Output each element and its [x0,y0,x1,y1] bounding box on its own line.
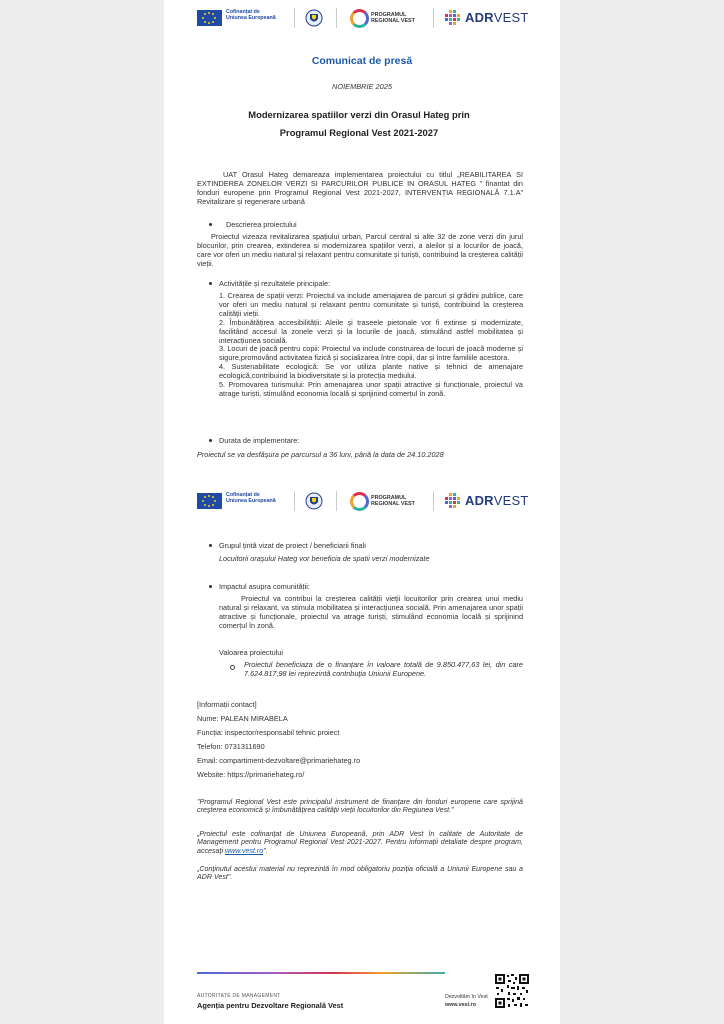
footer-authority-label: AUTORITATE DE MANAGEMENT [197,993,281,999]
regional-program-text: PROGRAMUL REGIONAL VEST [371,12,415,24]
contact-heading: [Informații contact] [197,700,257,709]
romania-government-crest-icon [305,491,323,511]
headline-line-2: Programul Regional Vest 2021-2027 [279,127,439,138]
regional-program-logo-icon [350,492,369,511]
list-item: 1. Crearea de spații verzi: Proiectul va include amenajarea de parcuri și grădini publice, care vor oferi un mediu natural și relaxant pentru comunitate și turiști, contribuind la creșterea calității vieții. [219,291,523,318]
value-label: Valoarea proiectului [219,648,283,657]
logo-bar-top [164,7,560,29]
activities-list [219,292,523,399]
regional-program-logo-icon [350,9,369,28]
eu-cofinance-text: Cofinanțat de Uniunea Europeană [226,9,276,22]
impact-paragraph: Proiectul va contribui la creșterea calității vieții locuitorilor prin crearea unui mediu natural și relaxant, va stimula mobilitatea și interacțiunea socială. Prin amenajarea unor spații atractive și funcționale, proiectul va atrage turiști, stimulând economia locală și sprijinind comerțul în zonă. [219,594,523,630]
qr-code-icon [494,973,530,1009]
footer-slogan: Dezvoltăm în Vest [445,994,488,1000]
list-item: 3. Locuri de joacă pentru copii: Proiectul va include construirea de locuri de joacă moderne și sigure,promovând activitatea fizică și socializarea între copii, dar și între familiile acestora. [219,344,523,363]
romania-government-crest-icon [305,8,323,28]
footer-website[interactable]: www.vest.ro [445,1002,477,1008]
eu-flag-icon [197,493,222,509]
list-item: 4. Sustenabilitate ecologică: Se vor utiliza plante native și tehnici de amenajare ecologică,contribuind la biodiversitate și la protecția mediului. [219,362,523,381]
eu-cofinance-text: Cofinanțat de Uniunea Europeană [226,492,276,505]
document-date: NOIEMBRIE 2025 [332,82,392,91]
disclaimer-content: „Conținutul acestui material nu reprezintă în mod obligatoriu poziția oficială a Uniunii Europene sau a ADR Vest”. [197,865,523,882]
contact-role: Funcția: inspector/responsabil tehnic proiect [197,728,340,737]
list-item: 2. Îmbunătățirea accesibilității: Aleile și traseele pietonale vor fi extinse și modernizate, facilitând accesul la zonele verzi și la locurile de joacă, stimulând astfel mobilitatea și interacțiunea socială. [219,317,523,345]
adr-vest-grid-icon [445,10,461,26]
contact-phone: Telefon: 0731311690 [197,742,265,751]
intro-paragraph: UAT Orasul Hateg demareaza implementarea proiectului cu titlul „REABILITAREA SI EXTINDEREA ZONELOR VERZI SI PARCURILOR PUBLICE IN ORASUL HATEG ” finantat din fonduri europene prin Programul Regional Vest 2021-2027, INTERVENȚIA REGIONALĂ 7.1.A” Revitalizare și regenerare urbană [197,170,523,206]
eu-flag-icon [197,10,222,26]
description-paragraph: Proiectul vizeaza revitalizarea spațiului urban, Parcul central si alte 32 de zone verzi din jurul blocurilor, prin crearea, extinderea si modernizarea spațiilor verzi, a aleilor și a locurilor de joacă, care vor oferi un mediu natural și relaxant pentru comunitate și turiști, contribuind la creșterea calității vieții. [197,232,523,268]
adr-vest-logo-text: ADRVEST [465,493,529,508]
logo-bar-second [164,490,560,512]
document-title: Comunicat de presă [311,55,413,67]
headline-line-1: Modernizarea spatiilor verzi din Orasul Hateg prin [248,109,470,120]
adr-vest-logo-text: ADRVEST [465,10,529,25]
contact-website: Website: https://primariehateg.ro/ [197,770,305,779]
list-item: 5. Promovarea turismului: Prin amenajarea unor spații atractive și funcționale, proiectul va atrage turiști, stimulând economia locală și sprijinind comerțul în zonă. [219,380,523,398]
footer-gradient-divider [197,972,445,974]
duration-text: Proiectul se va desfășura pe parcursul a 36 luni, până la data de 24.10.2028 [197,450,444,459]
document-page: Cofinanțat de Uniunea Europeană PROGRAMUL REGIONAL VEST ADRVEST Comunicat de presă NOIEMBRIE 2025 Modernizarea spatiilor verzi din Orasul Hateg prin Programul Regional Vest 2021-2027 UAT Orasul Hateg demareaza implementarea proiectului cu titlul „REABILITAREA SI EXTINDEREA ZONELOR VERZI SI PARCURILOR PUBLICE IN ORASUL HATEG ” finantat din fonduri europene prin Programul Regional Vest 2021-2027, INTERVENȚIA REGIONALĂ 7.1.A” Revitalizare și regenerare urbană Descrierea proiectului Proiectul vizeaza revitalizarea spațiului urban, Parcul central si alte 32 de zone verzi din jurul blocurilor, prin crearea, extinderea si modernizarea spațiilor verzi, a aleilor și a locurilor de joacă, care vor oferi un mediu natural și relaxant pentru comunitate și turiști, contribuind la creșterea calității vieții. Activitățile și rezultatele principale: 1. Crearea de spații verzi: Proiectul va include amenajarea de parcuri și grădini publice, care vor oferi un mediu natural și relaxant pentru comunitate și turiști, contribuind la creșterea calității vieții. 2. Îmbunătățirea accesibilității: Aleile și traseele pietonale vor fi extinse și modernizate, facilitând accesul la zonele verzi și la locurile de joacă, stimulând astfel mobilitatea și interacțiunea socială. 3. Locuri de joacă pentru copii: Proiectul va include construirea de locuri de joacă moderne și sigure,promovând activitatea fizică și socializarea între copii, dar și între familiile acestora. 4. Sustenabilitate ecologică: Se vor utiliza plante native și tehnici de amenajare ecologică,contribuind la biodiversitate și la protecția mediului. 5. Promovarea turismului: Prin amenajarea unor spații atractive și funcționale, proiectul va atrage turiști, stimulând economia locală și sprijinind comerțul în zonă. Durata de implementare: Proiectul se va desfășura pe parcursul a 36 luni, până la data de 24.10.2028 Cofinanțat de Uniunea Europeană PROGRAMUL REGIONAL VEST ADRVEST Grupul țintă vizat de proiect / beneficiarii finali Locuitorii orașului Hateg vor beneficia de spatii verzi modernizate Impactul asupra comunității: Proiectul va contribui la creșterea calității vieții locuitorilor prin crearea unui mediu natural și relaxant, va stimula mobilitatea și interacțiunea socială. Prin amenajarea unor spații atractive și funcționale, proiectul va atrage turiști, stimulând economia locală și sprijinind comerțul în zonă. Valoarea proiectului Proiectul beneficiaza de o finanțare în valoare totală de 9.850.477,63 lei, din care 7.624.817,98 lei reprezintă contribuția Uniunii Europene. [Informații contact] Nume: PALEAN MIRABELA Funcția: inspector/responsabil tehnic proiect Telefon: 0731311690 Email: compartiment-dezvoltare@primariehateg.ro Website: https://primariehateg.ro/ "Programul Regional Vest este principalul instrument de finanțare din fonduri europene care sprijină creșterea economică și îmbunătățirea calității vieții locuitorilor din Regiunea Vest." „Proiectul este cofinanțat de Uniunea Europeană, prin ADR Vest în calitate de Autoritate de Management pentru Programul Regional Vest 2021-2027. Pentru informații detaliate despre program, accesați www.vest.ro”. „Conținutul acestui material nu reprezintă în mod obligatoriu poziția oficială a Uniunii Europene sau a ADR Vest”. AUTORITATE DE MANAGEMENT Agenția pentru Dezvoltare Regională Vest Dezvoltăm în Vest www.vest.ro [164,0,560,1024]
adr-vest-grid-icon [445,493,461,509]
disclaimer-cofinance: „Proiectul este cofinanțat de Uniunea Europeană, prin ADR Vest în calitate de Autoritate de Management pentru Programul Regional Vest 2021-2027. Pentru informații detaliate despre program, accesați www.vest.ro”. [197,830,523,855]
vest-ro-link[interactable]: www.vest.ro [225,846,264,855]
contact-email: Email: compartiment-dezvoltare@primariehateg.ro [197,756,361,765]
regional-program-text: PROGRAMUL REGIONAL VEST [371,495,415,507]
target-group-text: Locuitorii orașului Hateg vor beneficia de spatii verzi modernizate [219,554,430,563]
footer-authority-name: Agenția pentru Dezvoltare Regională Vest [197,1001,344,1010]
value-text: Proiectul beneficiaza de o finanțare în valoare totală de 9.850.477,63 lei, din care 7.624.817,98 lei reprezintă contribuția Uniunii Europene. [244,660,523,678]
disclaimer-program: "Programul Regional Vest este principalul instrument de finanțare din fonduri europene care sprijină creșterea economică și îmbunătățirea calității vieții locuitorilor din Regiunea Vest." [197,798,523,815]
contact-name: Nume: PALEAN MIRABELA [197,714,288,723]
